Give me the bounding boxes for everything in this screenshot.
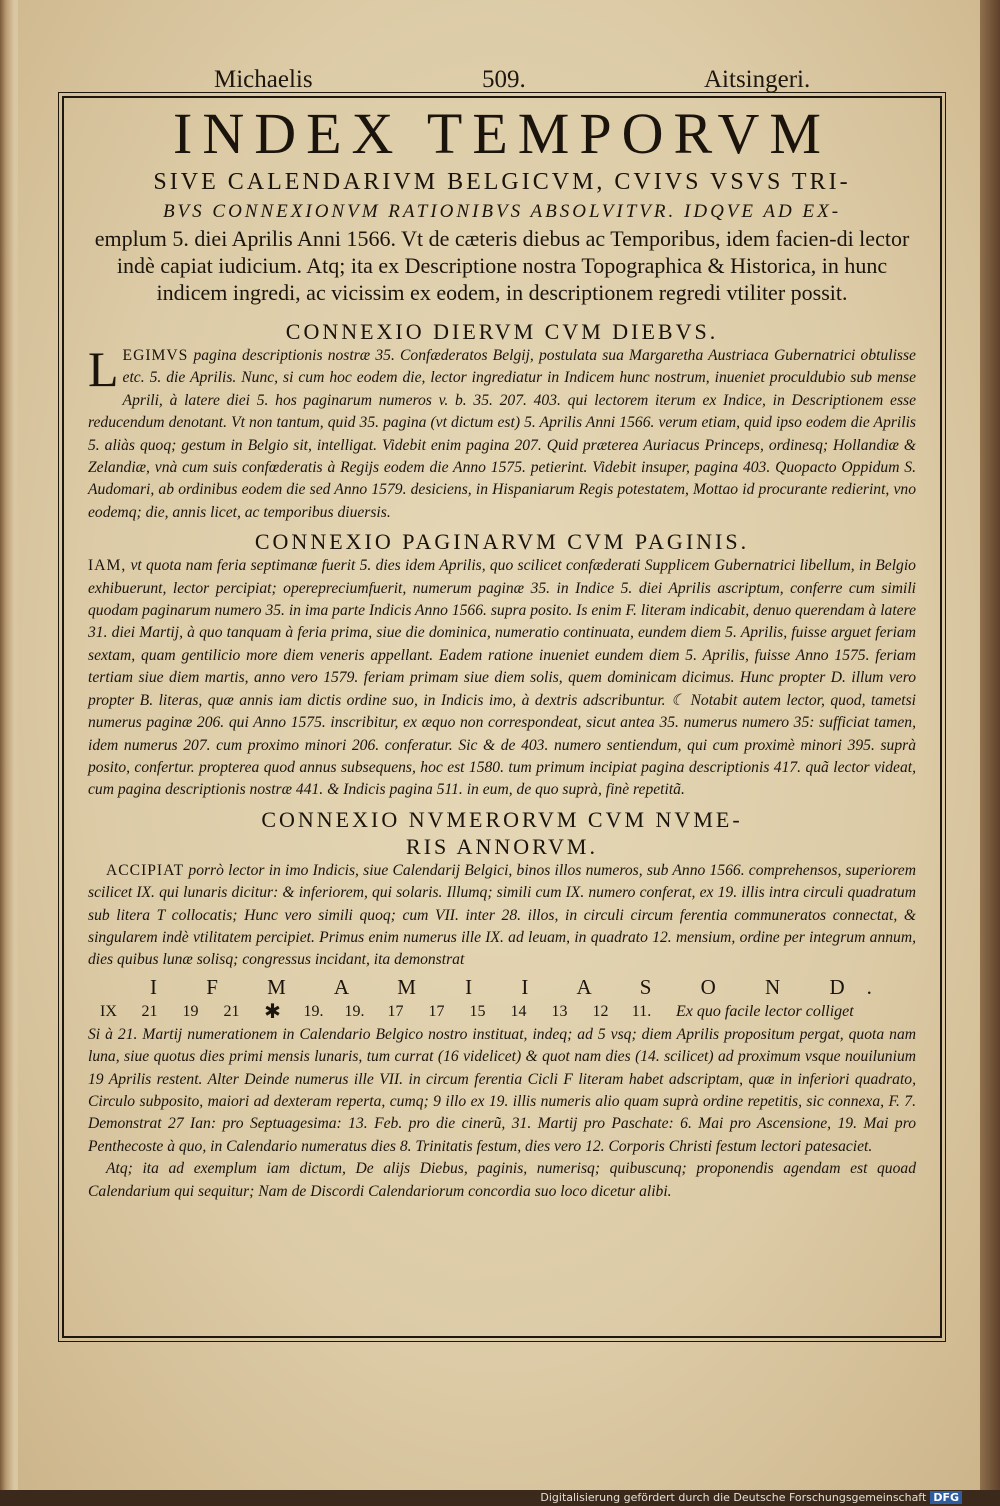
subtitle-line-1: SIVE CALENDARIVM BELGICVM, CVIVS VSVS TRI- (153, 169, 851, 195)
closing-paragraph: Atq; ita ad exemplum iam dictum, De alijs Diebus, paginis, numerisq; quibuscunq; proponendis agendam est quoad Calendarium qui sequitur; Nam de Discordi Calendariorum concordia suo loco dicetur alibi. (88, 1160, 916, 1200)
lunar-number: 21 (223, 1002, 240, 1020)
section-numbers-paragraph-2: Si à 21. Martij numerationem in Calendario Belgico nostro instituat, indeq; ad 5 vsq; diem Aprilis propositum pergat, quota nam luna, siue quotus dies primi mensis lunaris, tum currat (16 videlicet) & quot nam dies (14. scilicet) ad proximum vsque nouilunium 19 Aprilis restent. Alter Deinde numerus ille VII. in circum ferentia Cicli F literam habet adscriptam, quæ in inferiori quadrato, Circulo subposito, maiori ad dexteram reperta, cumq; 9 illo ex 19. illis numeris alio quam suprà ordine repetitis, sic connexa, F. 7. Demonstrat 27 Ian: pro Septuagesima: 13. Feb. pro die cinerũ, 31. Martij pro Paschate: 6. Mai pro Ascensione, 19. Mai pro Penthecoste à quo, in Calendario numeratus dies 8. Trinitatis festum, dies vero 12. Corporis Christi festum lectori patesaciet. (88, 1025, 916, 1155)
page-content (74, 102, 930, 1203)
running-head-left: Michaelis (214, 66, 313, 93)
lunar-number: 12 (592, 1002, 609, 1020)
lunar-number: 13 (551, 1002, 568, 1020)
lunar-number: 17 (387, 1002, 404, 1020)
page-title: INDEX TEMPORVM (173, 101, 831, 166)
section-pages-text: vt quota nam feria septimanæ fuerit 5. dies idem Aprilis, quo scilicet confæderati Supplicem Gubernatrici libellum, in Belgio exhibuerunt, lector percipiat; operepreciumfuerit, numerum paginæ 35. in Indice 5. diei Aprilis ascriptum, conferre cum simili quodam paginarum numero 35. in ima parte Indicis Anno 1566. supra posito. Is enim F. literam indicabit, denuo querendam à latere 31. diei Martij, à quo tanquam à feria prima, siue die dominica, numeratio continuata, eundem diem 5. Aprilis, fuisse arguet feriam sextam, quam gentilicio more diem veneris appellant. Eadem ratione inueniet eundem diem 5. Aprilis, fuisse Anno 1575. feriam tertiam siue diem martis, anno vero 1579. feriam primam siue diem solis, quem dominicam dicimus. Hunc propter D. illum vero propter B. literas, quæ annis iam dictis ordine suo, in Indicis imo, à dextris adscribuntur. ☾ Notabit autem lector, quod, tametsi numerus paginæ 206. qui Anno 1575. inscribitur, ex æquo non correspondeat, sicut antea 35. numerus numero 35: sufficiat tamen, idem numerus 207. cum proximo minori 206. conferatur. Sic & de 403. numero sentiendum, qui cum proximè minori 395. suprà posito, confertur. propterea quod annus subsequens, hoc est 1580. tum primum incipiat pagina descriptionis 417. quã lector videat, cum pagina descriptionis nostræ 441. & Indicis pagina 511. in eum, de quo suprà, finè repetitã. (88, 557, 917, 799)
lunar-number: IX (100, 1002, 117, 1020)
section-heading-numbers: CONNEXIO NVMERORVM CVM NVME- (261, 806, 743, 832)
page-number: 509. (482, 66, 526, 93)
lead-word: EGIMVS (122, 347, 189, 364)
subtitle-line-2: BVS CONNEXIONVM RATIONIBVS ABSOLVITVR. IDQVE AD EX- (162, 201, 842, 222)
digitization-credit (540, 1491, 962, 1504)
lunar-number: 11. (631, 1002, 652, 1020)
lunar-number: 14 (510, 1002, 527, 1020)
lunar-number: 19 (182, 1002, 199, 1020)
credit-text: Digitalisierung gefördert durch die Deutsche Forschungsgemeinschaft (540, 1491, 927, 1504)
section-pages-paragraph (88, 555, 916, 801)
lead-word: IAM, (88, 557, 127, 575)
dfg-logo: DFG (930, 1491, 962, 1504)
drop-cap: L (88, 341, 119, 397)
section-numbers-paragraph (88, 860, 916, 972)
asterisk-icon: ✱ (264, 1000, 281, 1023)
lunar-number: 21 (141, 1002, 158, 1020)
lunar-numbers-row (88, 1000, 916, 1024)
running-head-right: Aitsingeri. (704, 66, 811, 93)
numbers-row-tail: Ex quo facile lector colliget (676, 1002, 854, 1020)
lunar-number: 15 (469, 1002, 486, 1020)
section-days-text: pagina descriptionis nostræ 35. Confæderatos Belgij, postulata sua Margaretha Austriaca Gubernatrici obtulisse etc. 5. die Aprilis. Nunc, si cum hoc eodem die, lector ingrediatur in Indicem hunc nostrum, inueniet proculdubio sub mense Aprili, à latere diei 5. hos paginarum numeros v. b. 35. 207. 403. qui lectorem iterum ex Indice, in Descriptionem esse reducendum denotant. Vt non tantum, quid 35. pagina (vt dictum est) 5. Aprilis Anni 1566. verum etiam, quid ipso eodem die Aprilis 5. aliàs quoq; gestum in Belgio sit, intelligat. Videbit enim pagina 207. Quid præterea Auriacus Princeps, ordinesq; Hollandiæ & Zelandiæ, vnà cum suis confœderatis à Regijs eodem die Anno 1575. petierint. Videbit insuper, pagina 403. Quopacto Oppidum S. Audomari, ab ordinibus eodem die sed Anno 1579. desiciens, in Hispaniarum Regis potestatem, Mottao id procurante redierint, vno eodemq; die, annis licet, ac temporibus diuersis. (88, 347, 916, 521)
lunar-number: 19. (344, 1002, 365, 1020)
section-heading-pages: CONNEXIO PAGINARVM CVM PAGINIS. (254, 529, 750, 555)
book-page (18, 0, 980, 1490)
lunar-number: 19. (303, 1002, 324, 1020)
section-heading-days: CONNEXIO DIERVM CVM DIEBVS. (285, 319, 719, 344)
section-days-paragraph (88, 341, 916, 524)
lead-word: ACCIPIAT (106, 861, 185, 879)
section-heading-numbers-cont: RIS ANNORVM. (406, 833, 598, 859)
section-numbers-text: porrò lector in imo Indicis, siue Calendarij Belgici, binos illos numeros, sub Anno 1566. comprehensos, superiorem scilicet IX. qui lunaris dicitur: & inferiorem, qui solaris. Illumq; simili cum IX. numero conferat, ex 19. illis intra circuli quadratum sub litera T collocatis; Hunc vero simili quoq; cum VII. inter 28. illos, in circuli circum ferentia communeratos connectat, & singularem indè vtilitatem percipiet. Primus enim numerus ille IX. ad leuam, in quadrato 12. mensium, ordine per integrum annum, dies quibus lunæ solisq; congressus incidant, ita demonstrat (88, 861, 916, 969)
month-letters-row: I F M A M I I A S O N D. (150, 974, 894, 999)
lunar-number: 17 (428, 1002, 445, 1020)
intro-paragraph: emplum 5. diei Aprilis Anni 1566. Vt de cæteris diebus ac Temporibus, idem facien-di lector indè capiat iudicium. Atq; ita ex Descriptione nostra Topographica & Historica, in hunc indicem ingredi, ac vicissim ex eodem, in descriptionem regredi vtiliter possit. (94, 226, 910, 305)
